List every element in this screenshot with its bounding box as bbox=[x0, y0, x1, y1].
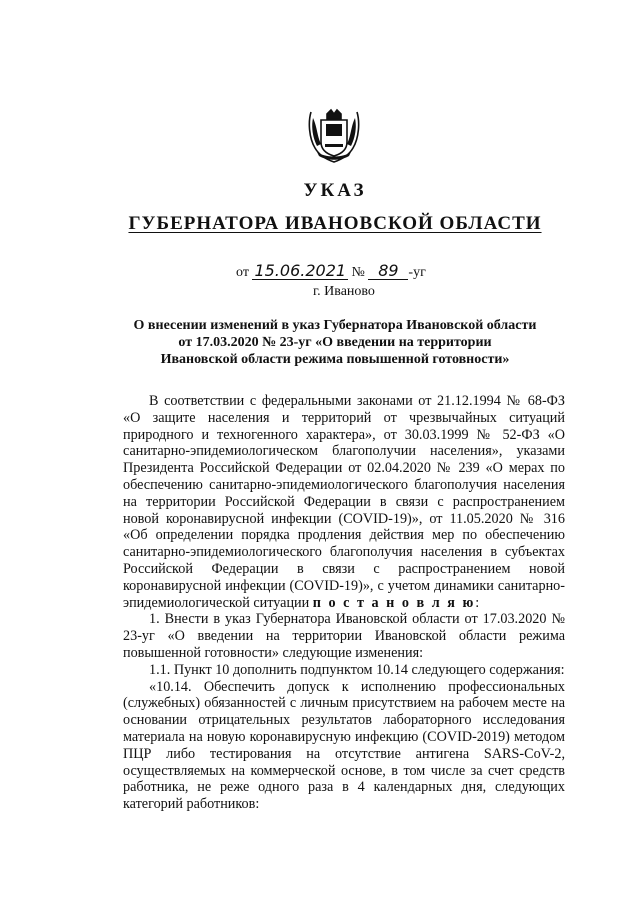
coat-of-arms-emblem bbox=[305, 108, 363, 164]
subject-line: Ивановской области режима повышенной готовности» bbox=[160, 352, 510, 367]
signed-date: 15.06.2021 bbox=[254, 261, 347, 280]
decree-number: 89 bbox=[368, 263, 408, 280]
subject-line: О внесении изменений в указ Губернатора Ивановской области bbox=[133, 318, 537, 333]
item-1-1: 1.1. Пункт 10 дополнить подпунктом 10.14 следующего содержания: bbox=[149, 661, 565, 678]
preamble-text: В соответствии с федеральными законами от 21.12.1994 № 68-ФЗ «О защите населения и территорий от чрезвычайных ситуаций природного и техногенного характера», от 30.03.1999 № 52-ФЗ «О санитарно-эпидемиологическом благополучии населения», указами Президента Российской Федерации от 02.04.2020 № 239 «О мерах по обеспечению санитарно-эпидемиологического благополучия населения на территории Российской Федерации в связи с распространением новой коронавирусной инфекции (COVID-19)», от 11.05.2020 № 316 «Об определении порядка продления действия мер по обеспечению санитарно-эпидемиологического благополучия населения в субъектах Российской Федерации в связи с распространением новой коронавирусной инфекции (COVID-19)», с учетом динамики санитарно-эпидемиологической ситуации bbox=[123, 393, 565, 611]
decree-word: п о с т а н о в л я ю bbox=[312, 594, 476, 611]
document-issuer: ГУБЕРНАТОРА ИВАНОВСКОЙ ОБЛАСТИ bbox=[128, 213, 542, 234]
document-title: УКАЗ bbox=[303, 180, 367, 201]
city: г. Иваново bbox=[313, 284, 375, 299]
date-prefix: от bbox=[236, 265, 249, 280]
subject-heading bbox=[0, 317, 640, 368]
document-body bbox=[123, 393, 565, 813]
item-10-14: «10.14. Обеспечить допуск к исполнению профессиональных (служебных) обязанностей с личным присутствием на рабочем месте на основании отрицательных результатов лабораторного исследования материала на новую коронавирусную инфекцию (COVID-2019) методом ПЦР либо тестирования на отсутствие антигена SARS-CoV-2, осуществляемых на коммерческой основе, в том числе за счет средств работника, не реже одного раза в 4 календарных дня, следующих категорий работников: bbox=[123, 678, 565, 813]
date-number-line bbox=[236, 263, 426, 281]
number-sign: № bbox=[351, 265, 365, 280]
subject-line: от 17.03.2020 № 23-уг «О введении на территории bbox=[178, 335, 492, 350]
decree-colon: : bbox=[475, 594, 480, 611]
preamble-paragraph bbox=[123, 393, 565, 611]
number-suffix: -уг bbox=[408, 265, 426, 280]
item-1: 1. Внести в указ Губернатора Ивановской области от 17.03.2020 № 23-уг «О введении на территории Ивановской области режима повышенной готовности» следующие изменения: bbox=[123, 611, 565, 661]
